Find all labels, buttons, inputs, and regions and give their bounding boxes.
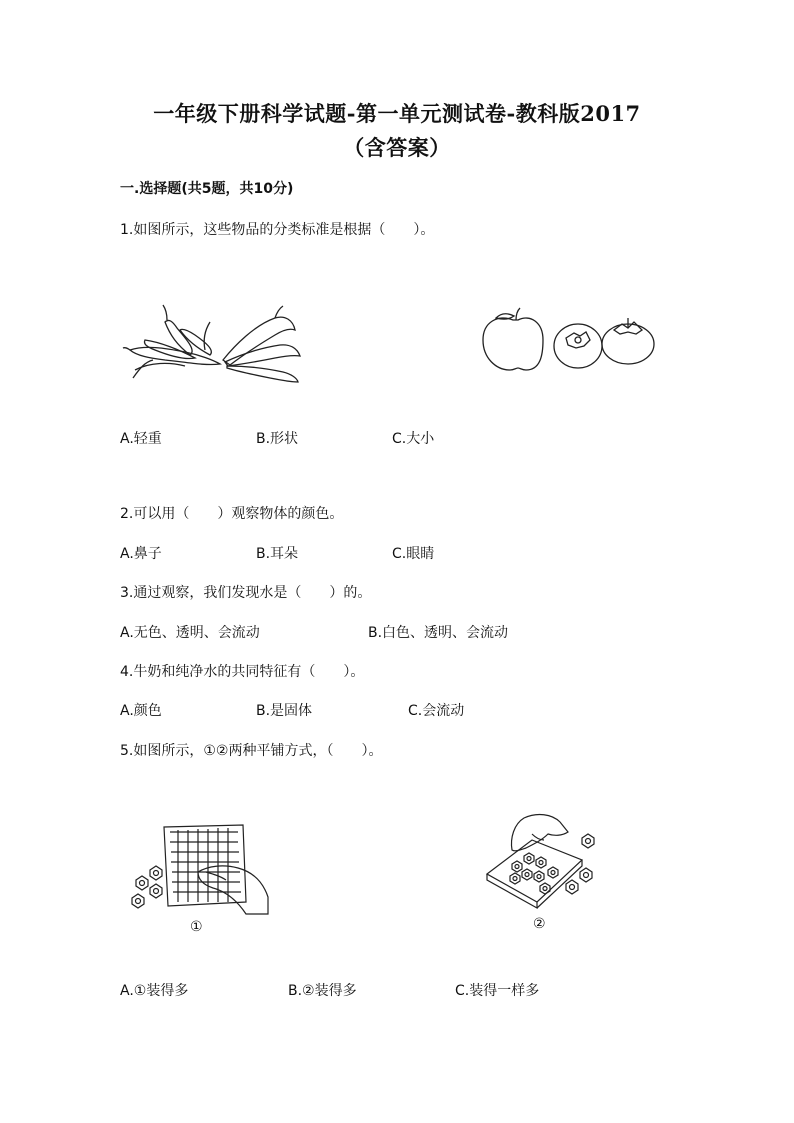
question-4-text: 4.牛奶和纯净水的共同特征有（ ）。 bbox=[120, 664, 365, 680]
question-1-text: 1.如图所示，这些物品的分类标准是根据（ ）。 bbox=[120, 222, 435, 238]
question-5-option-b[interactable]: B.②装得多 bbox=[288, 983, 357, 999]
peppers-and-bananas-illustration bbox=[125, 300, 305, 385]
document-title-line2: （含答案） bbox=[343, 135, 451, 160]
question-1-option-b[interactable]: B.形状 bbox=[256, 431, 299, 447]
question-5-option-a[interactable]: A.①装得多 bbox=[120, 983, 189, 999]
question-4-option-b[interactable]: B.是固体 bbox=[256, 703, 313, 719]
question-3-option-b[interactable]: B.白色、透明、会流动 bbox=[368, 625, 509, 641]
apple-and-persimmons-illustration bbox=[478, 308, 658, 378]
question-5-option-c[interactable]: C.装得一样多 bbox=[455, 983, 540, 999]
section-header: 一.选择题(共5题，共10分) bbox=[120, 181, 294, 197]
document-title-line1: 一年级下册科学试题-第一单元测试卷-教科版2017 bbox=[153, 101, 641, 126]
question-1-option-a[interactable]: A.轻重 bbox=[120, 431, 162, 447]
question-2-option-c[interactable]: C.眼睛 bbox=[392, 546, 435, 562]
question-3-text: 3.通过观察，我们发现水是（ ）的。 bbox=[120, 585, 372, 601]
scattered-tiling-box-illustration bbox=[482, 812, 607, 910]
question-2-option-b[interactable]: B.耳朵 bbox=[256, 546, 299, 562]
question-4-option-c[interactable]: C.会流动 bbox=[408, 703, 465, 719]
question-3-option-a[interactable]: A.无色、透明、会流动 bbox=[120, 625, 260, 641]
grid-tiling-box-illustration bbox=[128, 822, 273, 917]
question-4-option-a[interactable]: A.颜色 bbox=[120, 703, 162, 719]
figure-label-1: ① bbox=[190, 919, 203, 935]
question-1-option-c[interactable]: C.大小 bbox=[392, 431, 435, 447]
question-2-text: 2.可以用（ ）观察物体的颜色。 bbox=[120, 506, 344, 522]
question-5-text: 5.如图所示，①②两种平铺方式，（ ）。 bbox=[120, 743, 383, 759]
figure-label-2: ② bbox=[533, 916, 546, 932]
question-2-option-a[interactable]: A.鼻子 bbox=[120, 546, 162, 562]
